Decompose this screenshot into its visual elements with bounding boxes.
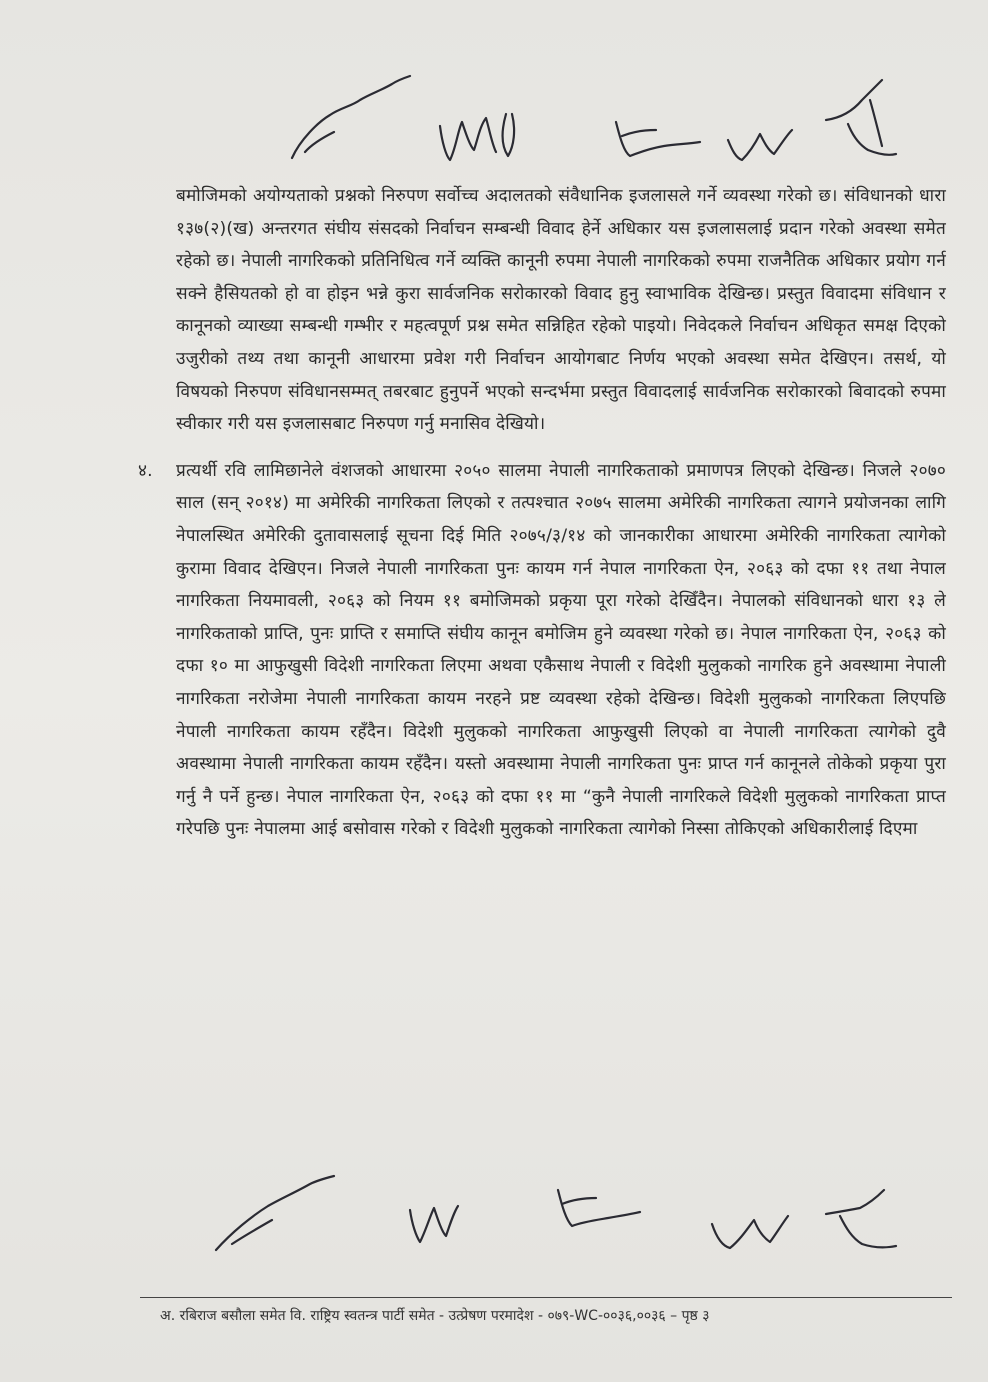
paragraph: बमोजिमको अयोग्यताको प्रश्नको निरुपण सर्वोच्च अदालतको संवैधानिक इजलासले गर्ने व्यवस्था गरेको छ। संविधानको धारा १३७(२)(ख) अन्तरगत संघीय संसदको निर्वाचन सम्बन्धी विवाद हेर्ने अधिकार यस इजलासलाई प्रदान गरेको अवस्था समेत रहेको छ। नेपाली नागरिकको प्रतिनिधित्व गर्ने व्यक्ति कानूनी रुपमा नेपाली नागरिकको रुपमा राजनैतिक अधिकार प्रयोग गर्न सक्ने हैसियतको हो वा होइन भन्ने कुरा सार्वजनिक सरोकारको विवाद हुनु स्वाभाविक देखिन्छ। प्रस्तुत विवादमा संविधान र कानूनको व्याख्या सम्बन्धी गम्भीर र महत्वपूर्ण प्रश्न समेत सन्निहित रहेको पाइयो। निवेदकले निर्वाचन अधिकृत समक्ष दिएको उजुरीको तथ्य तथा कानूनी आधारमा प्रवेश गरी निर्वाचन आयोगबाट निर्णय भएको अवस्था समेत देखिएन। तसर्थ, यो विषयको निरुपण संविधानसम्मत् तबरबाट हुनुपर्ने भएको सन्दर्भमा प्रस्तुत विवादलाई सार्वजनिक सरोकारको बिवादको रुपमा स्वीकार गरी यस इजलासबाट निरुपण गर्नु मनासिव देखियो। bbox=[176, 186, 946, 435]
numbered-paragraph bbox=[138, 455, 946, 846]
top-signatures bbox=[0, 60, 988, 170]
judgment-body bbox=[138, 180, 946, 846]
paragraph-text: प्रत्यर्थी रवि लामिछानेले वंशजको आधारमा २०५० सालमा नेपाली नागरिकताको प्रमाणपत्र लिएको देखिन्छ। निजले २०७० साल (सन् २०१४) मा अमेरिकी नागरिकता लिएको र तत्पश्चात २०७५ सालमा अमेरिकी नागरिकता त्यागने प्रयोजनका लागि नेपालस्थित अमेरिकी दुतावासलाई सूचना दिई मिति २०७५/३/१४ को जानकारीका आधारमा अमेरिकी नागरिकता त्यागेको कुरामा विवाद देखिएन। निजले नेपाली नागरिकता पुनः कायम गर्न नेपाल नागरिकता ऐन, २०६३ को दफा ११ तथा नेपाल नागरिकता नियमावली, २०६३ को नियम ११ बमोजिमको प्रकृया पूरा गरेको देखिँदैन। नेपालको संविधानको धारा १३ ले नागरिकताको प्राप्ति, पुनः प्राप्ति र समाप्ति संघीय कानून बमोजिम हुने व्यवस्था गरेको छ। नेपाल नागरिकता ऐन, २०६३ को दफा १० मा आफुखुसी विदेशी नागरिकता लिएमा अथवा एकैसाथ नेपाली र विदेशी मुलुकको नागरिक हुने अवस्थामा नेपाली नागरिकता नरोजेमा नेपाली नागरिकता कायम नरहने प्रष्ट व्यवस्था रहेको देखिन्छ। विदेशी मुलुकको नागरिकता लिएपछि नेपाली नागरिकता कायम रहँदैन। विदेशी मुलुकको नागरिकता आफुखुसी लिएको वा नेपाली नागरिकता त्यागेको दुवै अवस्थामा नेपाली नागरिकता कायम रहँदैन। यस्तो अवस्थामा नेपाली नागरिकता पुनः प्राप्त गर्न कानूनले तोकेको प्रकृया पुरा गर्नु नै पर्ने हुन्छ। नेपाल नागरिकता ऐन, २०६३ को दफा ११ मा “कुनै नेपाली नागरिकले विदेशी मुलुकको नागरिकता प्राप्त गरेपछि पुनः नेपालमा आई बसोवास गरेको र विदेशी मुलुकको नागरिकता त्यागेको निस्सा तोकिएको अधिकारीलाई दिएमा bbox=[176, 460, 946, 840]
paragraph-number: ४. bbox=[138, 460, 153, 481]
signature-icon bbox=[0, 60, 988, 170]
footer-rule bbox=[140, 1297, 952, 1298]
bottom-signatures bbox=[0, 1150, 988, 1260]
page-footer: अ. रबिराज बसौला समेत वि. राष्ट्रिय स्वतन्त्र पार्टी समेत - उत्प्रेषण परमादेश - ०७९-WC-००३६,००३६ – पृष्ठ ३ bbox=[160, 1308, 710, 1324]
signature-icon bbox=[0, 1150, 988, 1260]
